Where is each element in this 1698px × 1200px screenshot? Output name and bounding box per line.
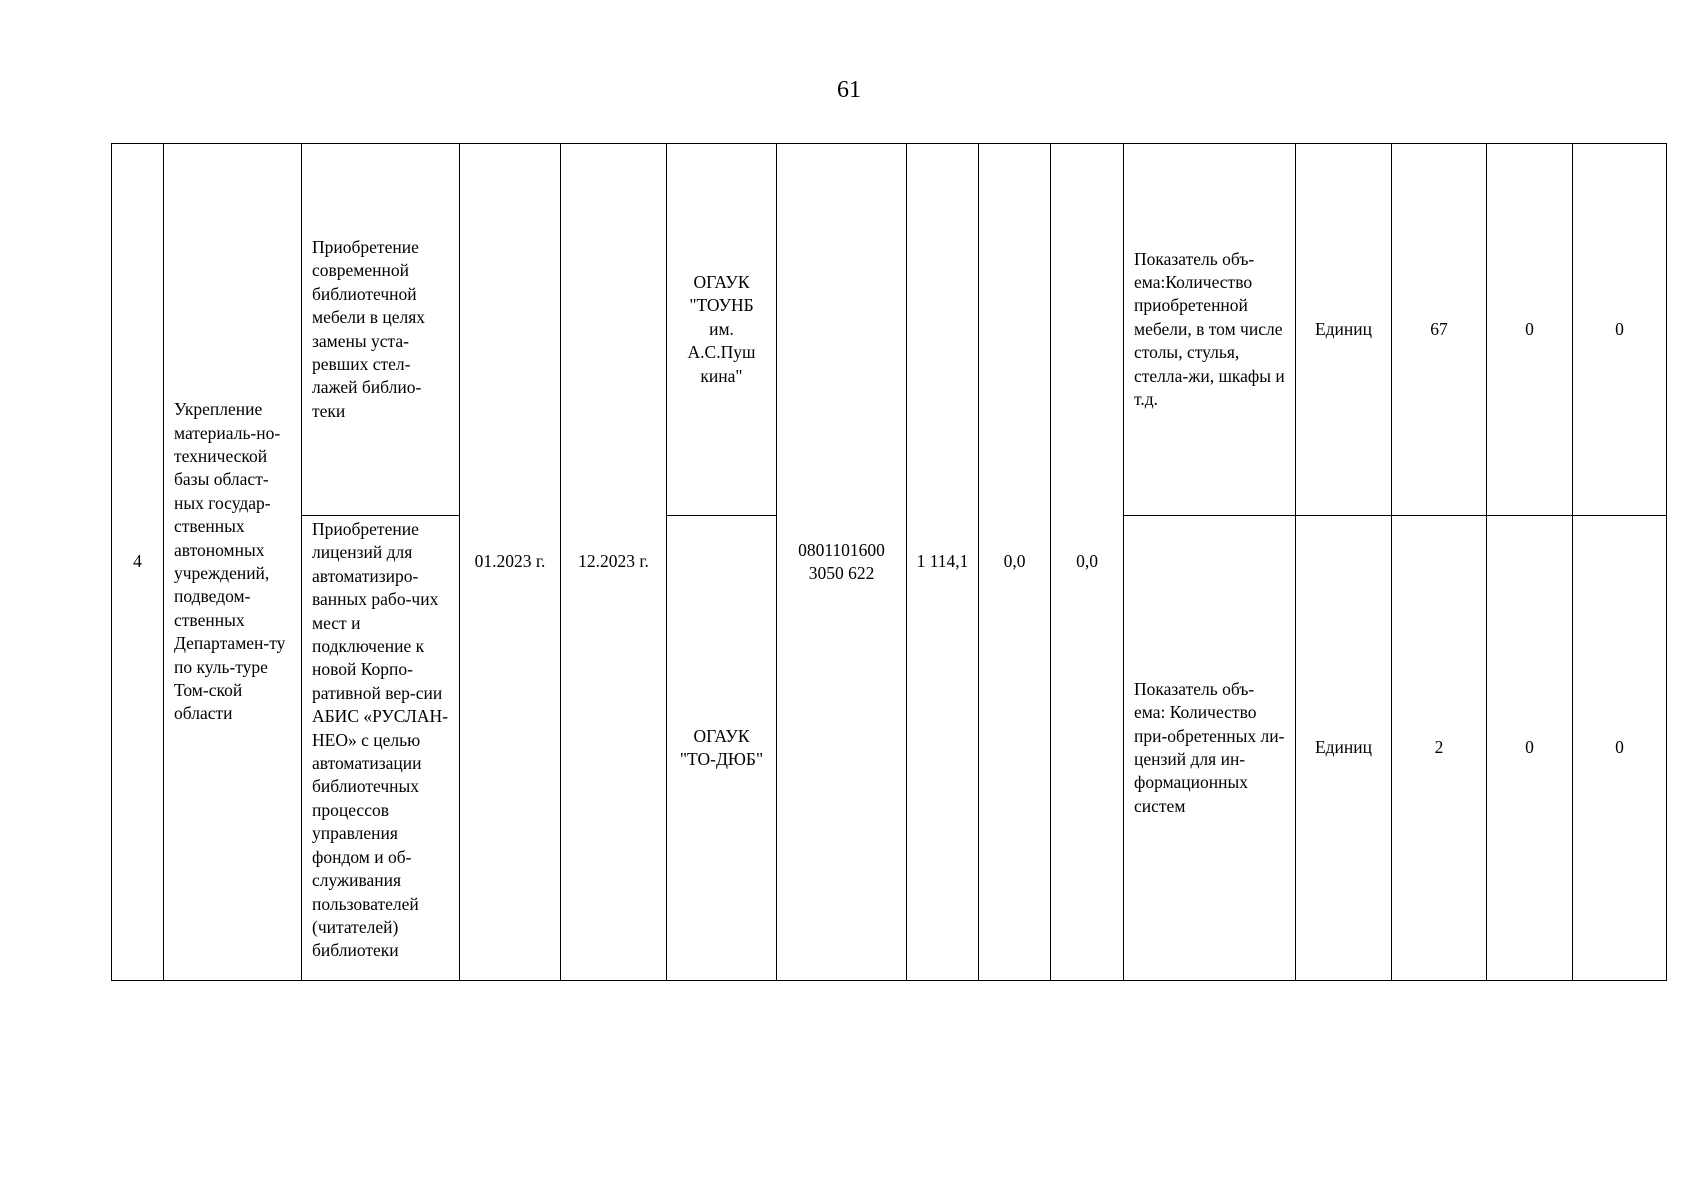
indicator: Показатель объ-ема: Количество при-обретенных ли-цензий для ин-формационных систем	[1124, 516, 1296, 981]
activity-executor: ОГАУК "ТО-ДЮБ"	[667, 516, 777, 981]
activity-description: Приобретение современной библиотечной мебели в целях замены уста-ревших стел-лажей библио-теки	[302, 144, 460, 516]
activity-executor: ОГАУК "ТОУНБ им. А.С.Пуш кина"	[667, 144, 777, 516]
indicator-value-2: 0	[1487, 144, 1573, 516]
page-number: 61	[837, 77, 861, 103]
indicator-value-1: 67	[1392, 144, 1487, 516]
indicator-value-1: 2	[1392, 516, 1487, 981]
indicator-unit: Единиц	[1296, 144, 1392, 516]
amount-2: 0,0	[979, 144, 1051, 981]
start-date: 01.2023 г.	[460, 144, 561, 981]
amount-1: 1 114,1	[907, 144, 979, 981]
budget-code: 0801101600 3050 622	[777, 144, 907, 981]
task-name: Укрепление материаль-но-технической базы област-ных государ-ственных автономных учреждений, подведом-ственных Департамен-ту по куль-туре Том-ской области	[164, 144, 302, 981]
indicator-value-3: 0	[1573, 144, 1667, 516]
end-date: 12.2023 г.	[561, 144, 667, 981]
indicator: Показатель объ-ема:Количество приобретенной мебели, в том числе столы, стулья, стелла-жи, шкафы и т.д.	[1124, 144, 1296, 516]
indicator-value-3: 0	[1573, 516, 1667, 981]
row-number: 4	[112, 144, 164, 981]
program-table	[111, 143, 1667, 981]
indicator-unit: Единиц	[1296, 516, 1392, 981]
table-row	[112, 144, 1667, 516]
amount-3: 0,0	[1051, 144, 1124, 981]
indicator-value-2: 0	[1487, 516, 1573, 981]
activity-description: Приобретение лицензий для автоматизиро-ванных рабо-чих мест и подключение к новой Корпо-ративной вер-сии АБИС «РУСЛАН-НЕО» с целью автоматизации библиотечных процессов управления фондом и об-служивания пользователей (читателей) библиотеки	[302, 516, 460, 981]
